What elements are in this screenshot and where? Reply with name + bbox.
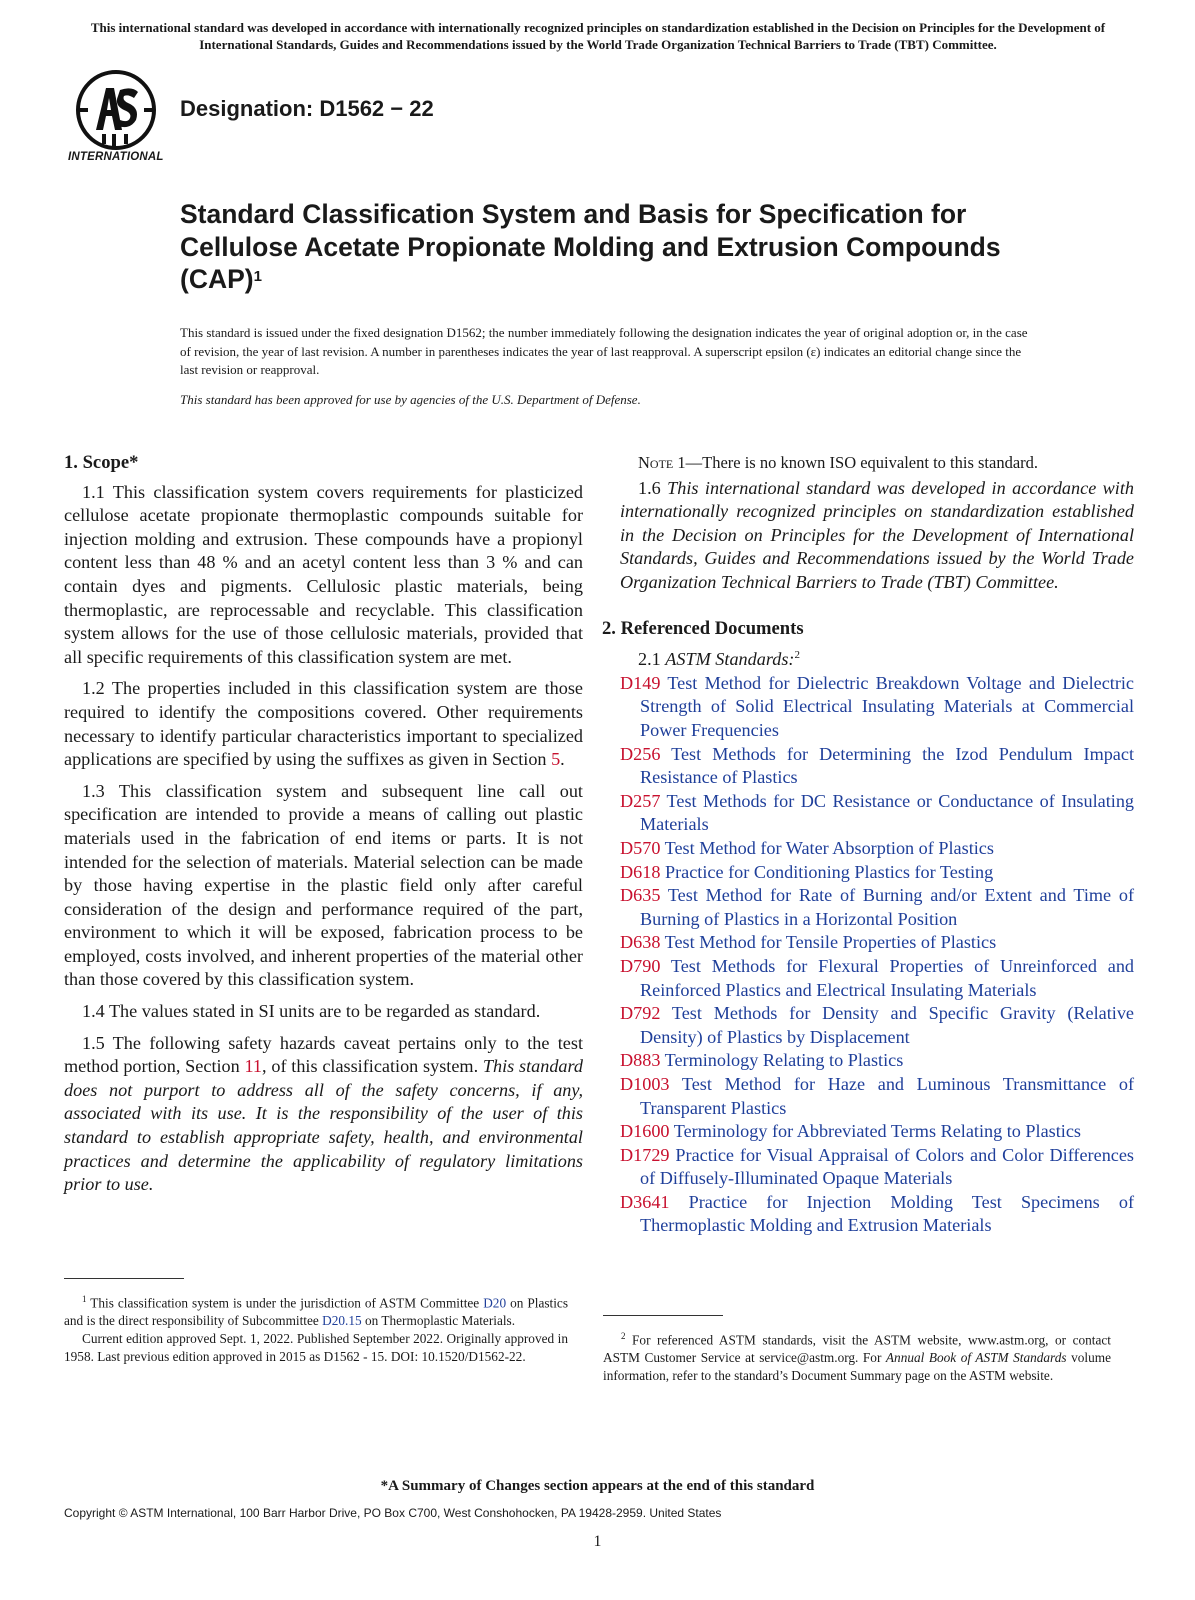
reference-code-link[interactable]: D570: [620, 837, 661, 858]
reference-title-link[interactable]: Test Method for Tensile Properties of Plastics: [664, 932, 997, 953]
reference-title-link[interactable]: Test Method for Dielectric Breakdown Voltage and Dielectric Strength of Solid Electrical Insulating Materials at Commercial Power Frequencies: [640, 672, 1135, 740]
reference-code-link[interactable]: D257: [620, 790, 661, 811]
paragraph-1-5-mid: , of this classification system.: [262, 1056, 483, 1077]
subcommittee-d20-15-link[interactable]: D20.15: [322, 1313, 362, 1329]
issuance-statement: This standard is issued under the fixed designation D1562; the number immediately following the designation indicates the year of original adoption or, in the case of revision, the year of last revision. A number in parentheses indicates the year of last reapproval. A superscript epsilon (ε) indicates an editorial change since the last revision or reapproval.: [180, 325, 1028, 377]
logo-text: INTERNATIONAL: [68, 151, 164, 163]
footnote-2: [603, 1327, 1111, 1385]
reference-code-link[interactable]: D3641: [620, 1191, 670, 1212]
reference-code-link[interactable]: D618: [620, 861, 661, 882]
reference-item: [620, 1191, 1134, 1238]
reference-title-link[interactable]: Test Methods for Density and Specific Gravity (Relative Density) of Plastics by Displacement: [640, 1003, 1134, 1047]
paragraph-1-1: 1.1 This classification system covers requirements for plasticized cellulose acetate propionate thermoplastic compounds suitable for injection molding and extrusion. These compounds have a propionyl content less than 48 % and an acetyl content less than 3 % and can contain dyes and pigments. Cellulosic plastic materials, being thermoplastic, are reprocessable and recyclable. This classification system allows for the use of those cellulosic materials, provided that all specific requirements of this classification system are met.: [64, 481, 583, 667]
page-title: [180, 198, 1040, 296]
paragraph-1-6-num: 1.6: [638, 477, 668, 498]
footnote-1-edition: Current edition approved Sept. 1, 2022. Published September 2022. Originally approved in 1958. Last previous edition approved in 2015 as D1562 - 15. DOI: 10.1520/D1562-22.: [64, 1331, 568, 1365]
paragraph-1-2-end: .: [560, 749, 565, 770]
referenced-standards-list: [620, 672, 1134, 1238]
reference-title-link[interactable]: Test Methods for Determining the Izod Pendulum Impact Resistance of Plastics: [640, 743, 1135, 788]
note-1-text: —There is no known ISO equivalent to this standard.: [685, 453, 1039, 472]
footnote-divider-right: [603, 1315, 723, 1316]
subheading-label: ASTM Standards:: [665, 649, 795, 670]
footnote-2-sup: 2: [621, 1331, 626, 1341]
reference-item: [620, 743, 1134, 790]
reference-item: [620, 955, 1134, 1002]
reference-item: [620, 672, 1134, 743]
section-heading-scope: 1. Scope*: [64, 452, 139, 473]
reference-code-link[interactable]: D1003: [620, 1073, 670, 1094]
title-footnote-ref[interactable]: 1: [253, 268, 262, 285]
safety-caveat: This standard does not purport to address all of the safety concerns, if any, associated with its use. It is the responsibility of the user of this standard to establish appropriate safety, health, and environmental practices and determine the applicability of regulatory limitations prior to use.: [64, 1056, 584, 1195]
page-number: 1: [593, 1533, 602, 1550]
reference-item: [620, 1049, 1134, 1073]
footnote-1-text-a: This classification system is under the jurisdiction of ASTM Committee: [86, 1295, 484, 1311]
reference-item: [620, 1144, 1134, 1191]
reference-code-link[interactable]: D149: [620, 672, 661, 693]
reference-item: [620, 1073, 1134, 1120]
paragraph-1-5-text: 1.5 The following safety hazards caveat pertains only to the test method portion, Section: [64, 1032, 583, 1077]
summary-of-changes-note: *A Summary of Changes section appears at the end of this standard: [380, 1478, 815, 1494]
reference-title-link[interactable]: Terminology for Abbreviated Terms Relating to Plastics: [673, 1121, 1082, 1142]
reference-title-link[interactable]: Test Method for Rate of Burning and/or Extent and Time of Burning of Plastics in a Horizontal Position: [640, 885, 1135, 929]
reference-item: [620, 931, 1134, 955]
reference-item: [620, 790, 1134, 837]
reference-title-link[interactable]: Test Methods for Flexural Properties of Unreinforced and Reinforced Plastics and Electrical Insulating Materials: [640, 955, 1135, 1000]
footnote-2-text: [603, 1327, 1111, 1385]
subheading-num: 2.1: [638, 649, 666, 670]
section-heading-referenced-documents: 2. Referenced Documents: [602, 617, 804, 639]
reference-item: [620, 837, 1134, 861]
note-1: [620, 451, 1134, 475]
section-5-link[interactable]: 5: [551, 749, 561, 770]
paragraph-1-3: 1.3 This classification system and subsequent line call out specification are intended to provide a means of calling out plastic materials used in the fabrication of end items or parts. It is not intended for the selection of materials. Material selection can be made by those having expertise in the plastic field only after careful consideration of the design and performance required of the part, environment to which it will be exposed, fabrication process to be employed, costs involved, and inherent properties of the material other than those covered by this classification system.: [64, 780, 583, 990]
footnote-divider-left: [64, 1278, 184, 1279]
reference-title-link[interactable]: Practice for Visual Appraisal of Colors and Color Differences of Diffusely-Illuminated Opaque Materials: [640, 1144, 1135, 1189]
footnote-2-ref[interactable]: 2: [794, 649, 800, 662]
reference-title-link[interactable]: Test Method for Water Absorption of Plastics: [664, 837, 994, 858]
designation: Designation: D1562 − 22: [180, 96, 434, 121]
paragraph-1-2-text: 1.2 The properties included in this classification system are those required to identify the compositions covered. Other requirements necessary to identify particular characteristics important to specialized applications are specified by using the suffixes as given in Section: [64, 678, 583, 770]
section-11-link[interactable]: 11: [244, 1056, 263, 1077]
footnote-1-jurisdiction: [64, 1290, 568, 1330]
title-text: Standard Classification System and Basis for Specification for Cellulose Acetate Propionate Molding and Extrusion Compounds (CAP): [180, 199, 1001, 294]
reference-item: [620, 1120, 1134, 1144]
dod-approval: This standard has been approved for use by agencies of the U.S. Department of Defense.: [180, 392, 641, 407]
reference-code-link[interactable]: D792: [620, 1003, 661, 1024]
footnote-1-sup: 1: [82, 1294, 87, 1304]
reference-item: [620, 884, 1134, 931]
footnote-2-text-b: volume information, refer to the standard’s Document Summary page on the ASTM website.: [603, 1350, 1111, 1384]
reference-code-link[interactable]: D883: [620, 1050, 661, 1071]
paragraph-1-6: [620, 477, 1134, 595]
footnote-1: [64, 1290, 568, 1366]
reference-item: [620, 1002, 1134, 1049]
note-1-label: Note 1: [638, 453, 686, 472]
right-column: [602, 451, 1135, 1238]
reference-code-link[interactable]: D638: [620, 932, 661, 953]
reference-item: [620, 861, 1134, 885]
paragraph-1-2: [64, 677, 583, 771]
reference-title-link[interactable]: Test Method for Haze and Luminous Transmittance of Transparent Plastics: [640, 1073, 1135, 1118]
reference-code-link[interactable]: D635: [620, 885, 661, 906]
copyright-notice: Copyright © ASTM International, 100 Barr Harbor Drive, PO Box C700, West Conshohocken, PA 19428-2959. United States: [64, 1506, 722, 1520]
left-column: [64, 451, 583, 1205]
committee-d20-link[interactable]: D20: [483, 1295, 507, 1311]
reference-title-link[interactable]: Test Methods for DC Resistance or Conductance of Insulating Materials: [640, 790, 1135, 835]
reference-title-link[interactable]: Terminology Relating to Plastics: [664, 1050, 904, 1071]
reference-code-link[interactable]: D1600: [620, 1121, 670, 1142]
footnote-1-text-b: on Plastics and is the direct responsibility of Subcommittee: [64, 1295, 568, 1329]
annual-book-title: Annual Book of ASTM Standards: [885, 1350, 1067, 1366]
header-note: This international standard was developed in accordance with internationally recognized principles on standardization established in the Decision on Principles for the Development of International Standards, Guides and Recommendations issued by the World Trade Organization Technical Barriers to Trade (TBT) Committee.: [90, 20, 1106, 52]
paragraph-1-6-text: This international standard was developed in accordance with internationally recognized principles on standardization established in the Decision on Principles for the Development of International Standards, Guides and Recommendations issued by the World Trade Organization Technical Barriers to Trade (TBT) Committee.: [620, 477, 1135, 592]
astm-standards-subheading: [620, 644, 1134, 672]
footnote-2-text-a: For referenced ASTM standards, visit the ASTM website, www.astm.org, or contact ASTM Customer Service at service@astm.org. For: [603, 1332, 1111, 1366]
reference-code-link[interactable]: D256: [620, 743, 661, 764]
footnote-1-text-c: on Thermoplastic Materials.: [361, 1313, 516, 1329]
reference-code-link[interactable]: D790: [620, 955, 661, 976]
reference-title-link[interactable]: Practice for Injection Molding Test Specimens of Thermoplastic Molding and Extrusion Materials: [640, 1191, 1134, 1236]
paragraph-1-4: 1.4 The values stated in SI units are to be regarded as standard.: [82, 1001, 541, 1022]
reference-title-link[interactable]: Practice for Conditioning Plastics for Testing: [664, 861, 994, 882]
reference-code-link[interactable]: D1729: [620, 1144, 670, 1165]
paragraph-1-5: [64, 1032, 583, 1197]
